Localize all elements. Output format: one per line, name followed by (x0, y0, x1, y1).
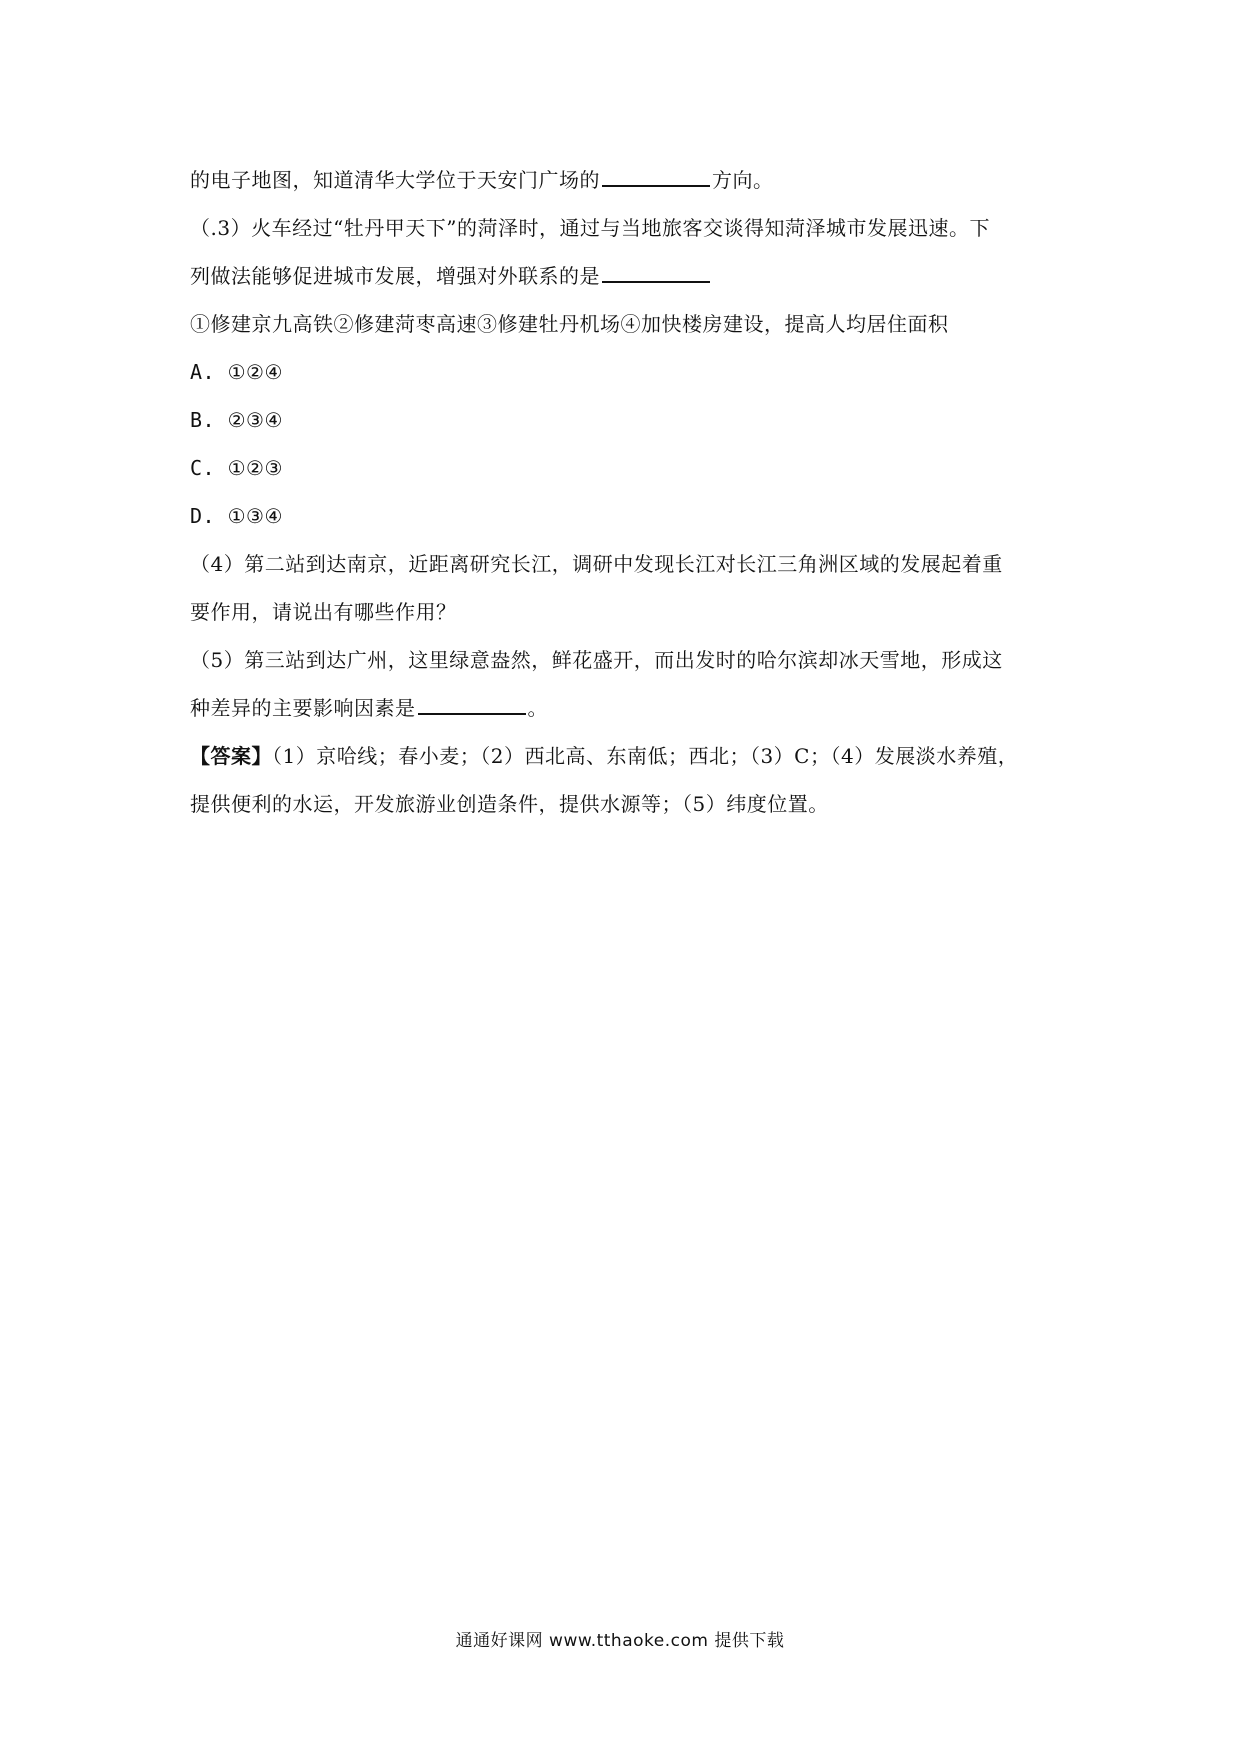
answer-line-2 (190, 780, 1060, 828)
option-c-text: C. ①②③ (190, 456, 283, 480)
option-b-text: B. ②③④ (190, 408, 283, 432)
statements-text: ①修建京九高铁②修建菏枣高速③修建牡丹机场④加快楼房建设，提高人均居住面积 (190, 312, 949, 336)
question-4-line-1 (190, 540, 1060, 588)
answer-blank (418, 693, 526, 715)
question-4-line-2 (190, 588, 1060, 636)
question-3-line-1 (190, 204, 1060, 252)
answer-label: 【答案】 (190, 744, 272, 768)
question-5-text: （5）第三站到达广州，这里绿意盎然，鲜花盛开，而出发时的哈尔滨却冰天雪地，形成这 (190, 648, 1003, 672)
question-line-1-suffix: 方向。 (712, 168, 774, 192)
answer-blank (602, 165, 710, 187)
question-3-text: （.3）火车经过“牡丹甲天下”的菏泽时，通过与当地旅客交谈得知菏泽城市发展迅速。下 (190, 216, 991, 240)
question-3-statements (190, 300, 1060, 348)
question-line-1 (190, 156, 1060, 204)
question-5-line-1 (190, 636, 1060, 684)
page-footer: 通通好课网 www.tthaoke.com 提供下载 (455, 1631, 785, 1651)
question-3-line-2 (190, 252, 1060, 300)
question-line-1-text: 的电子地图，知道清华大学位于天安门广场的 (190, 168, 600, 192)
question-content (190, 156, 1060, 828)
question-4-text-cont: 要作用，请说出有哪些作用？ (190, 600, 457, 624)
answer-text-cont: 提供便利的水运，开发旅游业创造条件，提供水源等；（5）纬度位置。 (190, 792, 829, 816)
question-5-line-2 (190, 684, 1060, 732)
answer-text: （1）京哈线；春小麦；（2）西北高、东南低；西北；（3）C；（4）发展淡水养殖， (272, 744, 1019, 768)
option-d-text: D. ①③④ (190, 504, 283, 528)
question-5-suffix: 。 (527, 696, 548, 720)
option-a (190, 348, 1060, 396)
option-d (190, 492, 1060, 540)
option-b (190, 396, 1060, 444)
answer-blank (602, 261, 710, 283)
answer-line-1 (190, 732, 1060, 780)
option-a-text: A. ①②④ (190, 360, 283, 384)
question-4-text: （4）第二站到达南京，近距离研究长江，调研中发现长江对长江三角洲区域的发展起着重 (190, 552, 1003, 576)
question-5-text-cont: 种差异的主要影响因素是 (190, 696, 416, 720)
question-3-text-cont: 列做法能够促进城市发展，增强对外联系的是 (190, 264, 600, 288)
option-c (190, 444, 1060, 492)
